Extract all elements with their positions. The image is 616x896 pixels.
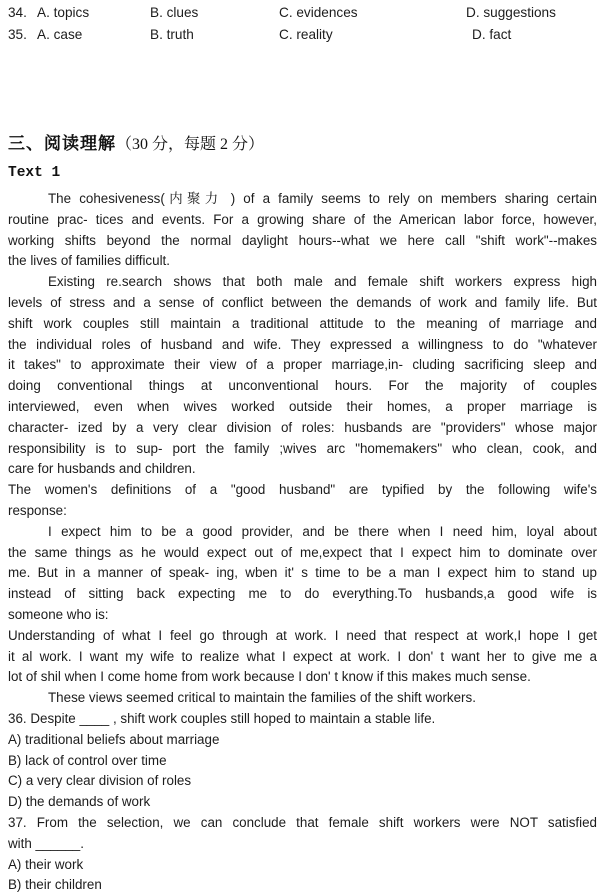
passage-line: the same things as he would expect out of me,expect that I expect him to dominate over — [8, 544, 597, 560]
option-a: A. case — [37, 26, 83, 42]
passage-line: character- ized by a very clear division of roles: husbands are "providers" whose major — [8, 419, 597, 435]
passage-line: routine prac- tices and events. For a growing share of the American labor force, however, — [8, 211, 597, 227]
passage-line: doing conventional things at unconventional hours. For the majority of couples — [8, 378, 597, 394]
question-option: B) lack of control over time — [8, 752, 167, 768]
question-number: 35. — [8, 26, 27, 42]
section-title: 三、阅读理解 — [8, 134, 116, 153]
passage-line: Understanding of what I feel go through at work. I need that respect at work,I hope I get — [8, 627, 597, 643]
passage-line: The cohesiveness(内聚力 ) of a family seems to rely on members sharing certain — [48, 191, 597, 206]
option-a: A. topics — [37, 5, 90, 20]
question-option: B) their children — [8, 877, 102, 893]
option-d: D. suggestions — [466, 5, 556, 20]
option-b: B. truth — [150, 26, 194, 42]
passage-line: it takes" to approximate their view of a proper marriage,in- cluding sacrificing sleep and — [8, 357, 597, 373]
text-label: Text 1 — [8, 165, 61, 181]
passage-line: shift work couples still maintain a traditional attitude to the meaning of marriage and — [8, 315, 597, 331]
passage-line: the lives of families difficult. — [8, 253, 170, 269]
section-heading — [8, 132, 597, 157]
passage-line: the individual roles of husband and wife. They expressed a willingness to do "whatever — [8, 336, 597, 352]
cloze-options — [8, 2, 597, 45]
passage-line: care for husbands and children. — [8, 461, 196, 477]
passage-line: me. But in a manner of speak- ing, wben it' s time to be a man I expect him to stand up — [8, 565, 597, 581]
passage-line: it al work. I want my wife to realize what I expect at work. I don' t want her to give me a — [8, 648, 597, 664]
passage-line: someone who is: — [8, 606, 109, 622]
passage-line: These views seemed critical to maintain the families of the shift workers. — [48, 690, 476, 706]
option-c: C. reality — [279, 26, 333, 42]
questions — [8, 709, 597, 896]
option-b: B. clues — [150, 5, 199, 20]
passage-line: working shifts beyond the normal daylight hours--what we here call "shift work"--makes — [8, 232, 597, 248]
passage-line: I expect him to be a good provider, and be there when I need him, loyal about — [48, 523, 597, 539]
passage-line: Existing re.search shows that both male and female shift workers express high — [48, 274, 597, 290]
question-option: C) a very clear division of roles — [8, 773, 192, 789]
passage-line: responsibility is to sup- port the family ;wives arc "homemakers" who clean, cook, and — [8, 440, 597, 456]
passage-line: The women's definitions of a "good husband" are typified by the following wife's — [8, 482, 597, 498]
question-stem: 36. Despite ____ , shift work couples still hoped to maintain a stable life. — [8, 710, 436, 726]
question-number: 34. — [8, 5, 27, 20]
passage-line: lot of shil when I come home from work because I don' t know if this makes much sense. — [8, 669, 531, 685]
option-d: D. fact — [472, 26, 512, 42]
question-option: A) traditional beliefs about marriage — [8, 731, 220, 747]
cloze-row-34 — [8, 2, 597, 24]
passage-line: response: — [8, 502, 67, 518]
question-stem: 37. From the selection, we can conclude that female shift workers were NOT satisfied — [8, 814, 597, 830]
passage — [8, 189, 597, 709]
question-option: D) the demands of work — [8, 794, 151, 810]
option-c: C. evidences — [279, 5, 358, 20]
passage-line: instead of sitting back expecting me to do everything.To husbands,a good wife is — [8, 586, 597, 602]
question-option: A) their work — [8, 856, 84, 872]
passage-line: interviewed, even when wives worked outside their homes, a proper marriage is — [8, 398, 597, 414]
question-stem: with ______. — [8, 835, 84, 851]
section-score-note: （30 分，每题 2 分） — [116, 136, 265, 153]
passage-line: levels of stress and a sense of conflict between the demands of work and family life. But — [8, 294, 597, 310]
cloze-row-35 — [8, 24, 597, 46]
section-gap — [8, 45, 597, 132]
